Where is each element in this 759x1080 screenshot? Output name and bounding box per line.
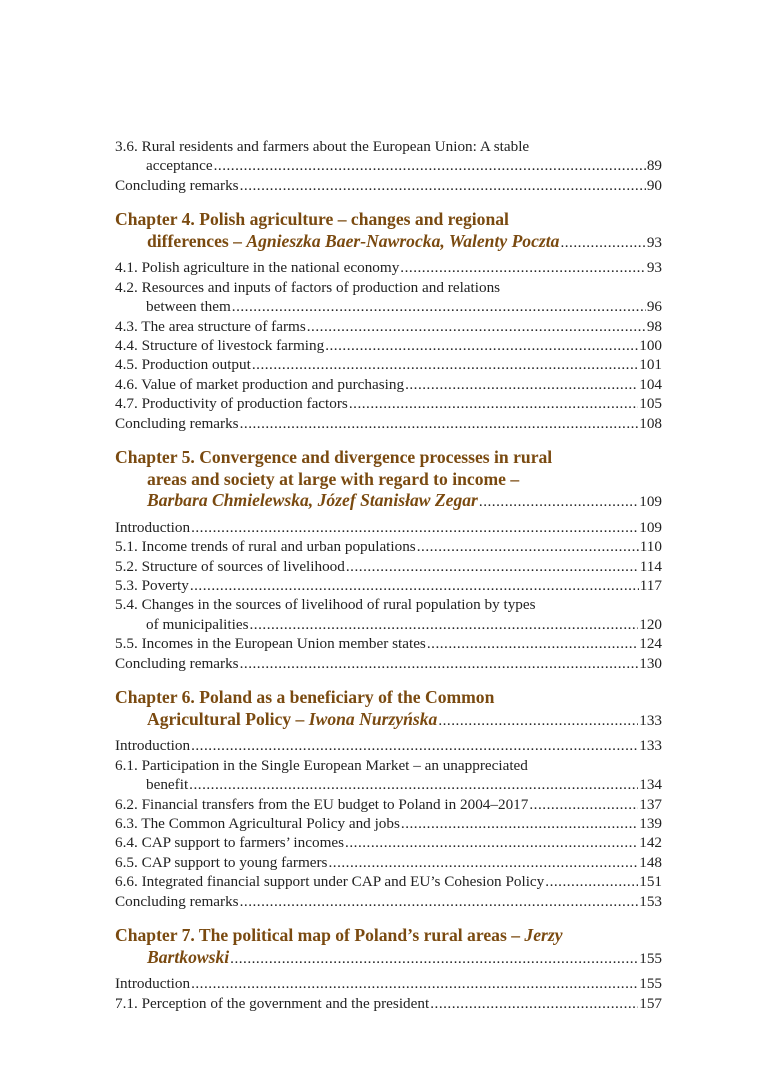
toc-entry-7-1[interactable]	[115, 994, 662, 1013]
dot-leader	[191, 518, 638, 537]
chapter-title-cont: areas and society at large with regard to income –	[147, 468, 520, 489]
dot-leader	[346, 557, 639, 576]
page-number: 109	[639, 518, 662, 536]
toc-entry-5-3[interactable]	[115, 576, 662, 595]
toc-entry-introduction-5[interactable]	[115, 518, 662, 537]
toc-entry-6-1[interactable]	[115, 756, 662, 795]
chapter-authors: Iwona Nurzyńska	[308, 708, 438, 729]
toc-entry-6-2[interactable]	[115, 795, 662, 814]
dot-leader	[479, 491, 638, 513]
dot-leader	[401, 814, 638, 833]
toc-entry-6-4[interactable]	[115, 833, 662, 852]
dot-leader	[250, 615, 639, 634]
dot-leader	[427, 634, 638, 653]
page-number: 124	[639, 635, 662, 653]
page-number: 110	[639, 538, 662, 556]
toc-entry-4-4[interactable]	[115, 336, 662, 355]
page-number: 108	[639, 414, 662, 432]
chapter-title: Chapter 6. Poland as a beneficiary of the Common	[115, 687, 495, 708]
toc-entry-5-2[interactable]	[115, 557, 662, 576]
toc-chapter-7[interactable]	[115, 925, 662, 969]
dot-leader	[240, 176, 646, 195]
dot-leader	[232, 297, 646, 316]
dot-leader	[545, 872, 638, 891]
page-number: 148	[639, 853, 662, 871]
page-number: 117	[639, 577, 662, 595]
toc-entry-title: 5.4. Changes in the sources of livelihood of rural population by types	[115, 596, 536, 614]
dot-leader	[214, 156, 646, 175]
toc-chapter-6[interactable]	[115, 687, 662, 731]
toc-entry-title-cont: between them	[146, 298, 231, 316]
dot-leader	[400, 258, 646, 277]
table-of-contents	[115, 137, 662, 1013]
toc-entry-concluding-remarks-6[interactable]	[115, 892, 662, 911]
toc-entry-4-3[interactable]	[115, 317, 662, 336]
chapter-title-cont: differences –	[147, 230, 247, 251]
chapter-authors: Agnieszka Baer-Nawrocka, Walenty Poczta	[246, 230, 560, 251]
toc-entry-4-1[interactable]	[115, 258, 662, 277]
page-number: 89	[646, 157, 662, 175]
page-number: 93	[646, 233, 662, 251]
toc-entry-title-cont: of municipalities	[146, 615, 249, 633]
dot-leader	[240, 892, 639, 911]
page-number: 139	[639, 814, 662, 832]
toc-entry-title: 3.6. Rural residents and farmers about the European Union: A stable	[115, 138, 530, 155]
toc-entry-4-2[interactable]	[115, 278, 662, 317]
page-number: 133	[639, 737, 662, 755]
page-number: 98	[646, 317, 662, 335]
toc-entry-4-6[interactable]	[115, 375, 662, 394]
toc-entry-5-5[interactable]	[115, 634, 662, 653]
toc-entry-4-7[interactable]	[115, 394, 662, 413]
page-number: 109	[639, 493, 662, 511]
chapter-title: Chapter 7. The political map of Poland’s rural areas –	[115, 924, 525, 945]
page-number: 133	[639, 711, 662, 729]
toc-entry-5-1[interactable]	[115, 537, 662, 556]
dot-leader	[529, 795, 638, 814]
dot-leader	[252, 355, 638, 374]
dot-leader	[240, 654, 639, 673]
toc-entry-title: 5.3. Poverty	[115, 577, 189, 595]
toc-entry-title: Concluding remarks	[115, 176, 239, 194]
page-number: 155	[639, 949, 662, 967]
dot-leader	[307, 317, 646, 336]
dot-leader	[417, 537, 639, 556]
dot-leader	[240, 414, 639, 433]
page-number: 142	[639, 834, 662, 852]
toc-entry-6-6[interactable]	[115, 872, 662, 891]
page-number: 93	[646, 259, 662, 277]
toc-entry-title: 6.3. The Common Agricultural Policy and jobs	[115, 814, 400, 832]
dot-leader	[349, 394, 638, 413]
page-number: 120	[639, 615, 662, 633]
toc-entry-title: Concluding remarks	[115, 892, 239, 910]
toc-entry-3-6[interactable]	[115, 137, 662, 176]
dot-leader	[189, 775, 638, 794]
page-number: 101	[639, 356, 662, 374]
dot-leader	[191, 736, 638, 755]
page-number: 157	[639, 994, 662, 1012]
toc-entry-title: 4.6. Value of market production and purchasing	[115, 375, 405, 393]
dot-leader	[405, 375, 638, 394]
toc-entry-title: 4.3. The area structure of farms	[115, 317, 306, 335]
page-number: 137	[639, 795, 662, 813]
page-number: 104	[639, 375, 662, 393]
toc-entry-title: 4.1. Polish agriculture in the national economy	[115, 259, 400, 277]
toc-entry-title: Introduction	[115, 737, 191, 755]
page-number: 134	[639, 776, 662, 794]
toc-entry-title: 5.5. Incomes in the European Union member states	[115, 635, 426, 653]
toc-entry-title: 6.2. Financial transfers from the EU budget to Poland in 2004–2017	[115, 795, 529, 813]
toc-entry-title: 6.4. CAP support to farmers’ incomes	[115, 834, 345, 852]
toc-entry-title: Concluding remarks	[115, 414, 239, 432]
toc-entry-title: 6.1. Participation in the Single European Market – an unappreciated	[115, 756, 528, 774]
toc-chapter-5[interactable]	[115, 447, 662, 513]
toc-entry-title: 4.5. Production output	[115, 356, 251, 374]
toc-entry-title: Concluding remarks	[115, 654, 239, 672]
page-number: 105	[639, 395, 662, 413]
toc-entry-title: 5.2. Structure of sources of livelihood	[115, 557, 345, 575]
page-number: 130	[639, 654, 662, 672]
toc-entry-4-5[interactable]	[115, 355, 662, 374]
toc-entry-concluding-remarks-4[interactable]	[115, 414, 662, 433]
toc-entry-introduction-6[interactable]	[115, 736, 662, 755]
toc-chapter-4[interactable]	[115, 209, 662, 253]
toc-entry-6-5[interactable]	[115, 853, 662, 872]
dot-leader	[328, 853, 638, 872]
toc-entry-title: 4.4. Structure of livestock farming	[115, 337, 325, 355]
dot-leader	[345, 833, 638, 852]
dot-leader	[191, 974, 638, 993]
dot-leader	[438, 710, 638, 732]
dot-leader	[190, 576, 639, 595]
toc-entry-title: 7.1. Perception of the government and the president	[115, 994, 430, 1012]
toc-entry-title: Introduction	[115, 518, 191, 536]
page-number: 96	[646, 298, 662, 316]
toc-entry-title: 5.1. Income trends of rural and urban populations	[115, 538, 416, 556]
page-number: 90	[646, 176, 662, 194]
toc-entry-title: 6.6. Integrated financial support under CAP and EU’s Cohesion Policy	[115, 873, 545, 891]
chapter-authors: Barbara Chmielewska, Józef Stanisław Zegar	[147, 490, 478, 511]
chapter-authors: Jerzy	[524, 924, 563, 945]
page-number: 114	[639, 557, 662, 575]
page-number: 100	[639, 337, 662, 355]
dot-leader	[560, 232, 645, 254]
toc-entry-title-cont: benefit	[146, 776, 189, 794]
chapter-title: Chapter 5. Convergence and divergence processes in rural	[115, 447, 553, 468]
chapter-authors-cont: Bartkowski	[147, 946, 230, 967]
page-number: 153	[639, 892, 662, 910]
toc-entry-title-cont: acceptance	[146, 157, 213, 175]
toc-entry-title: 4.2. Resources and inputs of factors of production and relations	[115, 278, 501, 296]
toc-entry-title: 6.5. CAP support to young farmers	[115, 853, 328, 871]
page-number: 151	[639, 873, 662, 891]
dot-leader	[325, 336, 638, 355]
page-number: 155	[639, 975, 662, 993]
chapter-title: Chapter 4. Polish agriculture – changes and regional	[115, 209, 509, 230]
toc-entry-title: 4.7. Productivity of production factors	[115, 395, 348, 413]
dot-leader	[230, 948, 638, 970]
toc-entry-concluding-remarks-3[interactable]	[115, 176, 662, 195]
toc-entry-title: Introduction	[115, 975, 191, 993]
chapter-title-cont: Agricultural Policy –	[147, 708, 309, 729]
toc-entry-6-3[interactable]	[115, 814, 662, 833]
dot-leader	[430, 994, 638, 1013]
toc-entry-concluding-remarks-5[interactable]	[115, 654, 662, 673]
toc-entry-5-4[interactable]	[115, 595, 662, 634]
toc-entry-introduction-7[interactable]	[115, 974, 662, 993]
